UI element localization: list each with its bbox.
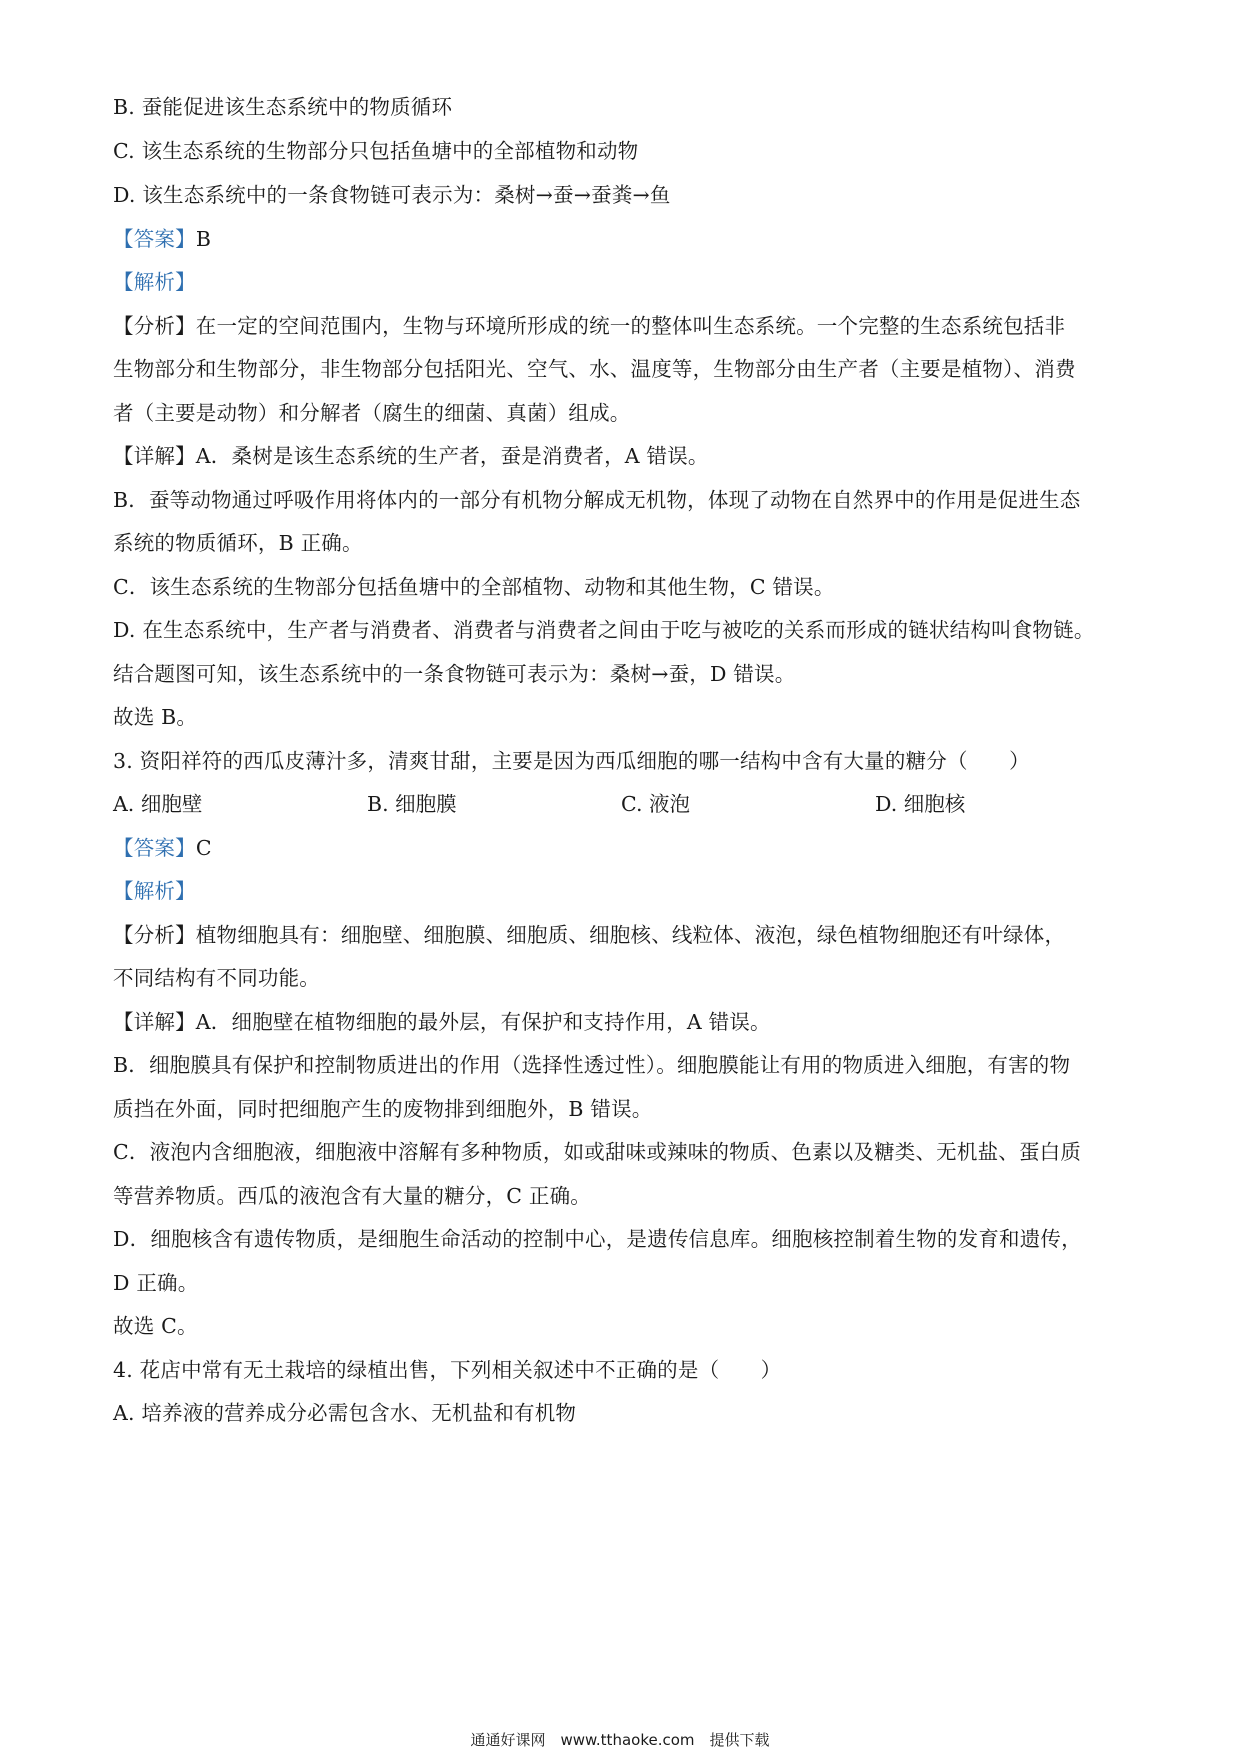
answer-tag: 【答案】 [113, 836, 196, 860]
q2-analysis-line: 故选 B。 [113, 705, 198, 729]
q3-option-b: B. 细胞膜 [367, 792, 457, 816]
q4-stem: 4. 花店中常有无土栽培的绿植出售，下列相关叙述中不正确的是（ ） [113, 1358, 782, 1382]
q2-option-b: B. 蚕能促进该生态系统中的物质循环 [113, 95, 453, 119]
q3-stem: 3. 资阳祥符的西瓜皮薄汁多，清爽甘甜，主要是因为西瓜细胞的哪一结构中含有大量的糖分（ ） [113, 749, 1030, 773]
q2-analysis-line: 结合题图可知，该生态系统中的一条食物链可表示为：桑树→蚕，D 错误。 [113, 662, 796, 686]
q2-analysis-line: 【详解】A．桑树是该生态系统的生产者，蚕是消费者，A 错误。 [113, 444, 709, 468]
q2-option-c: C. 该生态系统的生物部分只包括鱼塘中的全部植物和动物 [113, 139, 639, 163]
q2-option-d: D. 该生态系统中的一条食物链可表示为：桑树→蚕→蚕粪→鱼 [113, 183, 671, 207]
q3-answer [113, 833, 1133, 863]
q3-analysis-line: C．液泡内含细胞液，细胞液中溶解有多种物质，如或甜味或辣味的物质、色素以及糖类、无机盐、蛋白质 [113, 1140, 1082, 1164]
q3-analysis-tag: 【解析】 [113, 879, 196, 903]
q2-answer [113, 224, 1133, 254]
q2-analysis-line: 【分析】在一定的空间范围内，生物与环境所形成的统一的整体叫生态系统。一个完整的生态系统包括非 [113, 314, 1066, 338]
q3-analysis-line: 等营养物质。西瓜的液泡含有大量的糖分，C 正确。 [113, 1184, 592, 1208]
q2-analysis-line: 者（主要是动物）和分解者（腐生的细菌、真菌）组成。 [113, 401, 631, 425]
q3-analysis-line: 【分析】植物细胞具有：细胞壁、细胞膜、细胞质、细胞核、线粒体、液泡，绿色植物细胞还有叶绿体， [113, 923, 1066, 947]
q2-analysis-line: B．蚕等动物通过呼吸作用将体内的一部分有机物分解成无机物，体现了动物在自然界中的作用是促进生态 [113, 488, 1081, 512]
q3-analysis-line: 质挡在外面，同时把细胞产生的废物排到细胞外，B 错误。 [113, 1097, 653, 1121]
answer-value: C [195, 836, 212, 860]
q3-analysis-line: 故选 C。 [113, 1314, 198, 1338]
q3-analysis-line: 不同结构有不同功能。 [113, 966, 320, 990]
answer-value: B [195, 227, 212, 251]
q2-analysis-line: C．该生态系统的生物部分包括鱼塘中的全部植物、动物和其他生物，C 错误。 [113, 575, 835, 599]
q3-analysis-line: 【详解】A．细胞壁在植物细胞的最外层，有保护和支持作用，A 错误。 [113, 1010, 771, 1034]
q3-analysis-line: D．细胞核含有遗传物质，是细胞生命活动的控制中心，是遗传信息库。细胞核控制着生物的发育和遗传， [113, 1227, 1082, 1251]
q3-option-a: A. 细胞壁 [113, 792, 203, 816]
q2-analysis-line: D. 在生态系统中，生产者与消费者、消费者与消费者之间由于吃与被吃的关系而形成的链状结构叫食物链。 [113, 618, 1095, 642]
q3-options [113, 789, 1133, 819]
q4-option-a: A. 培养液的营养成分必需包含水、无机盐和有机物 [113, 1401, 577, 1425]
q3-analysis-line: B．细胞膜具有保护和控制物质进出的作用（选择性透过性）。细胞膜能让有用的物质进入细胞，有害的物 [113, 1053, 1071, 1077]
answer-tag: 【答案】 [113, 227, 196, 251]
q3-option-d: D. 细胞核 [875, 792, 966, 816]
q2-analysis-line: 生物部分和生物部分，非生物部分包括阳光、空气、水、温度等，生物部分由生产者（主要是植物）、消费 [113, 357, 1076, 381]
q3-analysis-line: D 正确。 [113, 1271, 199, 1295]
q2-analysis-tag: 【解析】 [113, 270, 196, 294]
q2-analysis-line: 系统的物质循环，B 正确。 [113, 531, 363, 555]
footer-download-note: 通通好课网 www.tthaoke.com 提供下载 [470, 1731, 770, 1749]
q3-option-c: C. 液泡 [621, 792, 690, 816]
